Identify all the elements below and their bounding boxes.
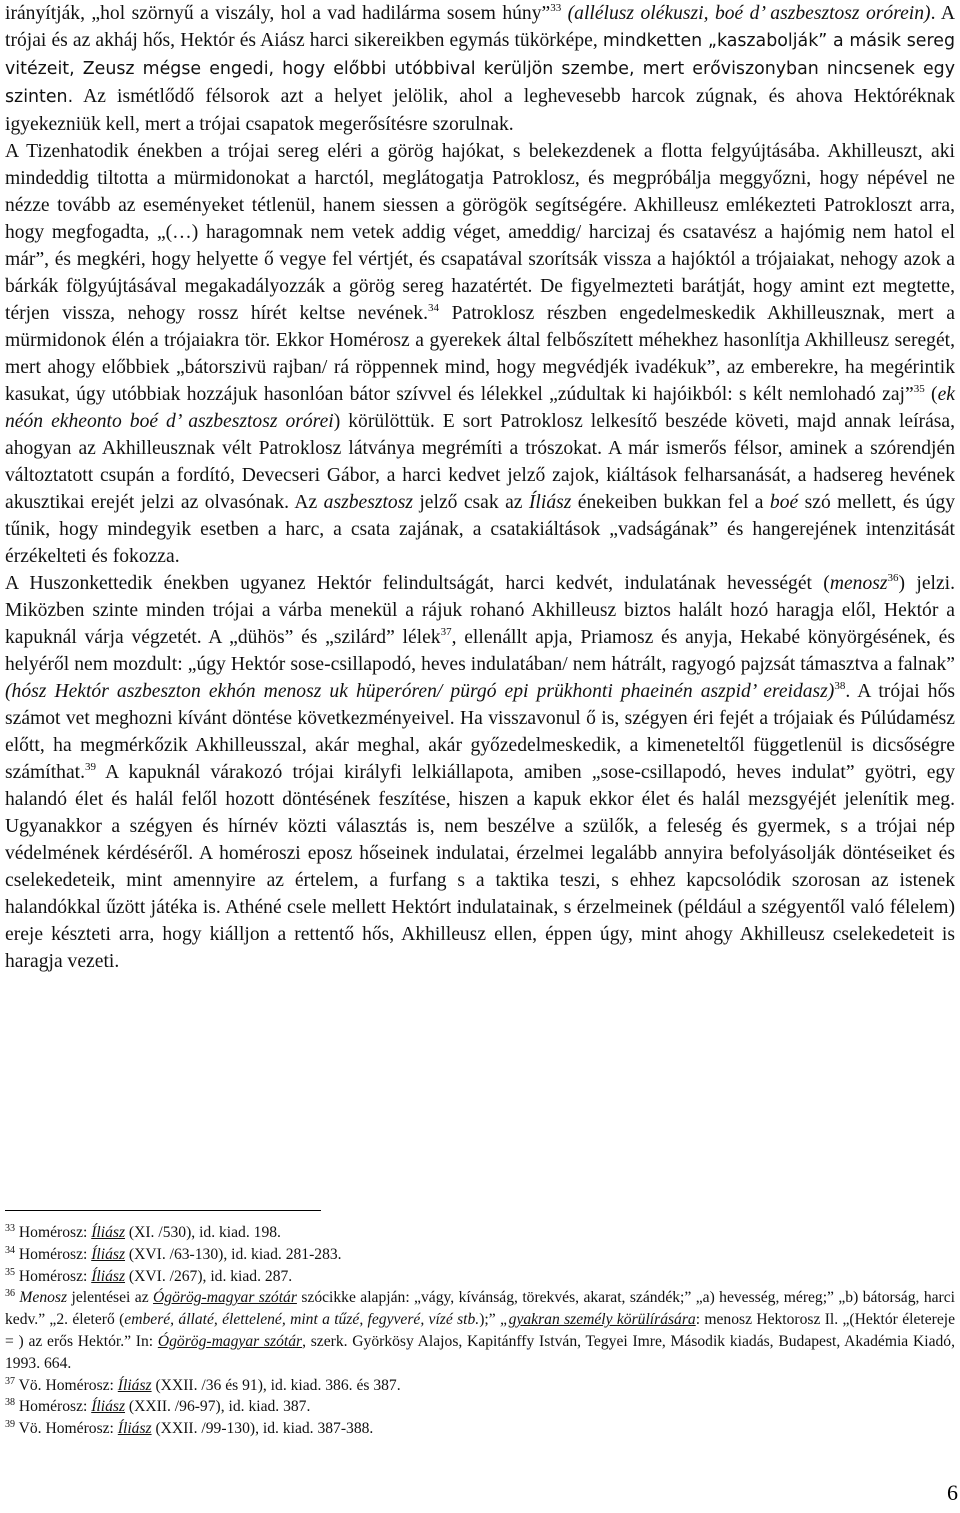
footnote-ref: 36 [5,1288,15,1300]
text-run: Homérosz: [15,1245,92,1263]
text-run: Patroklosz részben engedelmeskedik Akhilleusznak, mert a mürmidonok élén a trójaiakra tör. Ekkor Homérosz a gyerekek által felbőszített méhekhez hasonlítja Akhilleusz seregét, mert ahogy előbbiek „bátorszivü rajban/ rá röppennek mind, hogy megvédjék ivadékuk”, az emberekre, ha megérintik kasukat, úgy utóbbiak hozzájuk hasonlóan bátor szívvel és lélekkel „zúdultak ki hajóikból: s kélt nemlohadó zaj” [5,303,956,405]
footnote-ref: 38 [834,680,846,692]
paragraph [5,0,955,138]
text-run: ( [924,384,938,405]
emphasis-run: Ógörög-magyar szótár [153,1289,297,1307]
emphasis-run: Íliász [528,492,572,513]
footnote-ref: 34 [5,1244,15,1256]
footnote-ref: 33 [550,2,562,14]
text-run: énekeiben bukkan fel a [571,492,770,513]
emphasis-run: Menosz [19,1289,68,1307]
text-run: , ellenállt apja, Priamosz és anyja, Hekabé könyörgésének, és helyéről nem mozdult: „úgy Hektór sose-csillapodó, heves indulatában/ nem hátrált, ragyogó pajzsát támasztva a falnak” [5,627,955,675]
text-run: jelentései az [67,1289,154,1307]
footnote-ref: 36 [887,572,899,584]
footnote-ref: 39 [84,761,96,773]
footnote-ref: 39 [5,1419,15,1431]
text-run: szó mellett, és úgy tűnik, hogy mindegyik esetben a harc, a csata zajának, a csatakiáltások „vadságának” és hangerejének intenzitását érzékelteti és fokozza. [5,492,955,567]
emphasis-run: menosz [829,573,888,594]
emphasis-run: Íliász [91,1398,126,1416]
text-run: jelző csak az [412,492,529,513]
footnote-separator [5,1210,321,1211]
text-run: mindketten „kaszabolják” a másik sereg vitézeit, Zeusz mégse engedi, hogy előbbi utóbbival kerüljön szembe, mert erőviszonyban nincsenek egy szinten. [5,31,956,107]
footnote [5,1287,955,1374]
text-run: A Tizenhatodik énekben a trójai sereg eléri a görög hajókat, s belekezdenek a flotta felgyújtásába. Akhilleuszt, aki mindeddig tiltotta a mürmidonokat a harctól, meglátogatja Patroklosz, és megpróbálja meggyőzni, hogy népével ne nézze tovább az eseményeket tétlenül, hanem siessen a görögök segítségére. Akhilleusz emlékezteti Patrokloszt arra, hogy megfogadta, „(…) haragomnak nem vetek addig véget, ameddig/ harcizaj és csatavész a hajómig nem hatol el már”, és megkéri, hogy helyette ő vegye fel vértjét, és csapatával szorítsák vissza a hajóktól a trójaiakat, nehogy azok a bárkák fölgyújtásával megakadályozzák a görög sereg hazatértét. De figyelmezteti barátját, hogy amint ezt megtette, térjen vissza, nehogy rossz hírét keltse nevének. [5,141,955,324]
emphasis-run: Íliász [91,1245,126,1263]
text-run: (XI. /530), id. kiad. 198. [125,1224,281,1241]
footnote [5,1244,955,1266]
footnote-ref: 35 [5,1266,15,1278]
text-run: szócikke alapján: „vágy, kívánság, törekvés, akarat, szándék;” „a) hevesség, méreg;” „b) bátorság, harci kedv.” „2. életerő ( [5,1289,955,1329]
text-run: (XVI. /63-130), id. kiad. 281-283. [125,1245,342,1263]
emphasis-run: „gyakran személy körülírására [499,1311,696,1329]
text-run: );” [479,1311,500,1329]
text-run: Homérosz: [15,1224,92,1241]
footnote [5,1222,955,1244]
emphasis-run: Íliász [91,1267,126,1285]
footnote-ref: 37 [440,626,452,638]
text-run: A Huszonkettedik énekben ugyanez Hektór felindultságát, harci kedvét, indulatának hevességét ( [5,573,830,594]
emphasis-run: ek néón ekheonto boé d’ aszbesztosz orórei [5,384,955,432]
text-run: Az ismétlődő félsorok azt a helyet jelölik, ahol a leghevesebb harcok zúgnak, és ahova Hektóréknak igyekezniük kell, mert a trójai csapatok megerősítésre szorulnak. [5,86,955,135]
text-run: Vö. Homérosz: [15,1420,118,1438]
footnote-ref: 37 [5,1375,15,1387]
text-run: (XXII. /99-130), id. kiad. 387-388. [151,1420,374,1438]
footnote [5,1266,955,1288]
text-run: : menosz Hektorosz Il. „(Hektór életereje = ) az erős Hektór.” In: [5,1311,955,1350]
footnote [5,1418,955,1440]
emphasis-run: Ógörög-magyar szótár [157,1332,303,1350]
footnote [5,1375,955,1397]
text-run: . A trójai hős számot vet meghozni kívánt döntése következményeivel. Ha visszavonul ő is, szégyen éri fejét a trójaiak és Púlúdamész előtt, ha megmérkőzik Akhilleusszal, akár meghal, akár győzedelmeskedik, a kimeneteltől függetlenül is dicsőségre számíthat. [5,681,955,783]
emphasis-run: Íliász [117,1420,152,1438]
footnotes [5,1222,955,1440]
emphasis-run: aszbesztosz [323,492,413,513]
footnote-ref: 33 [5,1223,15,1234]
footnote-ref: 34 [427,302,439,314]
text-run: . A trójai és az akháj hős, Hektór és Aiász harci sikereikben egymás tükörképe, [5,3,955,51]
emphasis-run: boé [769,492,799,513]
emphasis-run: (allélusz olékuszi, boé d’ aszbesztosz orórein) [567,3,931,24]
text-run: (XXII. /96-97), id. kiad. 387. [125,1398,311,1416]
text-run: irányítják, „hol szörnyű a viszály, hol a vad hadilárma sosem húny” [5,3,551,24]
text-run: Homérosz: [15,1267,92,1285]
text-run: ) körülöttük. E sort Patroklosz lelkesítő beszéde követi, majd annak leírása, ahogyan az Akhilleusznak vélt Patroklosz látványa megrémíti a trószokat. A már ismerős félsor, aminek a szórendjén változtatott csupán a fordító, Devecseri Gábor, a harci kedvet jelző zajok, kiáltások felharsanását, a hadsereg hevének akusztikai erejét jelzi az olvasónak. Az [5,411,955,513]
paragraph [5,138,955,570]
paragraph [5,570,955,975]
footnote-ref: 35 [913,383,925,395]
emphasis-run: Íliász [117,1376,152,1394]
emphasis-run: (hósz Hektór aszbeszton ekhón menosz uk hüperóren/ pürgó epi prükhonti phaeinén aszpid’ ereidasz) [5,681,835,702]
text-run: (XXII. /36 és 91), id. kiad. 386. és 387. [151,1376,401,1394]
emphasis-run: Íliász [91,1224,126,1241]
text-run: Vö. Homérosz: [15,1376,118,1394]
body-text [5,0,955,975]
emphasis-run: emberé, állaté, élettelené, mint a tűzé, fegyveré, vízé stb. [124,1311,480,1329]
page-number: 6 [947,1480,958,1505]
footnote [5,1396,955,1418]
text-run: A kapuknál várakozó trójai királyfi lelkiállapota, amiben „sose-csillapodó, heves indulat” gyötri, egy halandó élet és halál felől hozott döntésének feszítése, hiszen a kapuk ekkor élet és halál mezsgyéjét jelenítik meg. Ugyanakkor a szégyen és hírnév közti választás is, nem beszélve a szülők, a feleség és gyermek, s a trójai nép védelmének kérdéséről. A homéroszi eposz hőseinek indulatai, érzelmei legalább annyira befolyásolják döntéseiket és cselekedeteik, mint amennyire az értelem, a furfang s a taktika teszi, s ehhez kapcsolódik szorosan az istenek halandókkal űzött játéka is. Athéné csele mellett Hektórt indulatainak, s érzelmeinek (például a szégyentől való félelem) ereje készteti arra, hogy kiálljon a rettentő hős, Akhilleusz ellen, éppen úgy, mint ahogy Akhilleusz cselekedeteit is haragja vezeti. [5,762,955,972]
footnote-ref: 38 [5,1397,15,1409]
text-run: ) jelzi. Miközben szinte minden trójai a várba menekül a rájuk rohanó Akhilleusz biztos halált hozó haragja elől, Hektór a kapuknál várja végzetét. A „dühös” és „szilárd” lélek [5,573,955,648]
document-page [5,0,956,1438]
text-run: Homérosz: [15,1398,92,1416]
text-run: (XVI. /267), id. kiad. 287. [125,1267,293,1285]
text-run: , szerk. Györkösy Alajos, Kapitánffy István, Tegyei Imre, Második kiadás, Budapest, Akadémia Kiadó, 1993. 664. [5,1332,955,1372]
